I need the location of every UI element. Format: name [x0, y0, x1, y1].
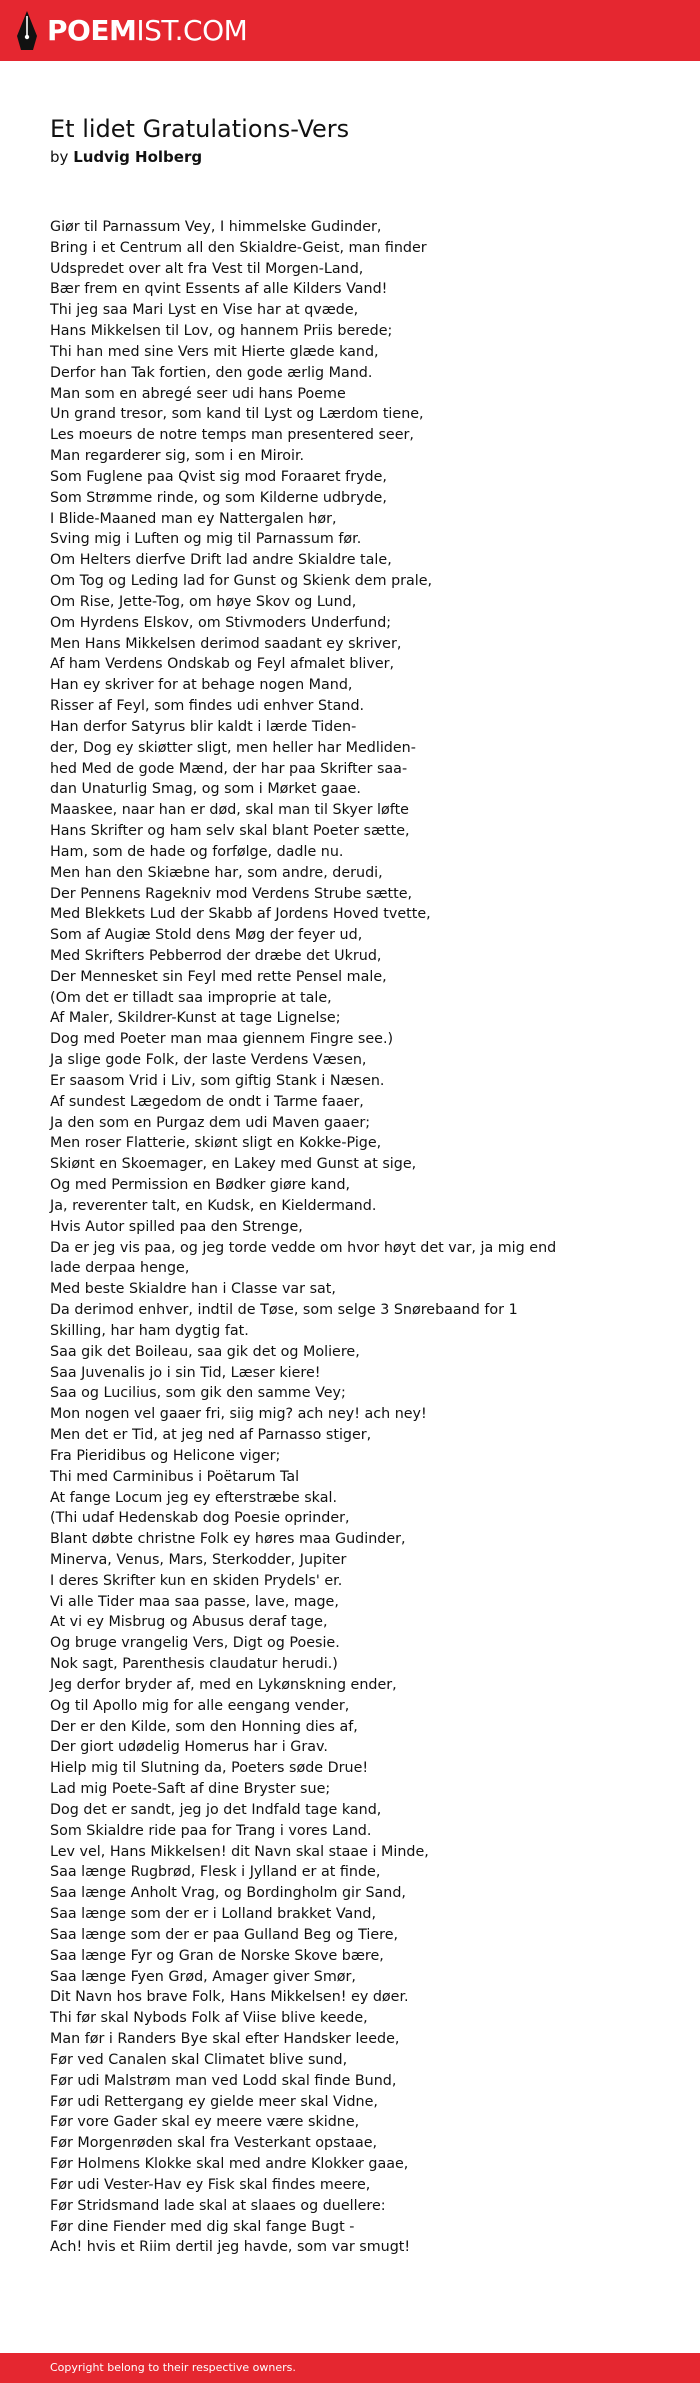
poem-line: Dit Navn hos brave Folk, Hans Mikkelsen! ey døer.	[50, 1989, 409, 2006]
poem-line: Man som en abregé seer udi hans Poeme	[50, 385, 346, 402]
poem-line: Hans Mikkelsen til Lov, og hannem Priis berede;	[50, 323, 393, 340]
poem-line: Og bruge vrangelig Vers, Digt og Poesie.	[50, 1635, 340, 1652]
poem-line: Der giort udødelig Homerus har i Grav.	[50, 1739, 328, 1756]
poem-byline	[50, 145, 202, 169]
poem-line: Minerva, Venus, Mars, Sterkodder, Jupiter	[50, 1552, 347, 1568]
author-link[interactable]: Ludvig Holberg	[73, 148, 203, 166]
poem-line: Thi med Carminibus i Poëtarum Tal	[50, 1468, 300, 1485]
poem-line: Nok sagt, Parenthesis claudatur herudi.)	[50, 1656, 338, 1673]
poem-line: Af sundest Lægedom de ondt i Tarme faaer,	[50, 1093, 364, 1110]
poem-line: Om Rise, Jette-Tog, om høye Skov og Lund,	[50, 593, 357, 610]
poem-line: Før udi Rettergang ey gielde meer skal Vidne,	[50, 2093, 378, 2110]
poem-line: Med Blekkets Lud der Skabb af Jordens Hoved tvette,	[50, 906, 431, 923]
poem-line: Som Strømme rinde, og som Kilderne udbryde,	[50, 489, 387, 506]
poem-line: Sving mig i Luften og mig til Parnassum før.	[50, 531, 362, 548]
poem-line: Man før i Randers Bye skal efter Handsker leede,	[50, 2031, 400, 2048]
poem-line: Der Mennesket sin Feyl med rette Pensel male,	[50, 968, 387, 985]
poem-line: Dog med Poeter man maa giennem Fingre see.)	[50, 1031, 394, 1048]
poem-line: Om Tog og Leding lad for Gunst og Skienk dem prale,	[50, 573, 433, 590]
poem-line: Med Skrifters Pebberrod der dræbe det Ukrud,	[50, 947, 382, 964]
poem-line: Saa og Lucilius, som gik den samme Vey;	[50, 1385, 346, 1402]
poem-line: Før vore Gader skal ey meere være skidne,	[50, 2114, 360, 2131]
poem-line: Udspredet over alt fra Vest til Morgen-Land,	[50, 260, 364, 277]
poem-line: Les moeurs de notre temps man presentered seer,	[50, 427, 414, 444]
poem-line: (Om det er tilladt saa improprie at tale,	[50, 989, 332, 1006]
poem-line: Thi han med sine Vers mit Hierte glæde kand,	[50, 343, 379, 360]
poem-line: Før udi Malstrøm man ved Lodd skal finde Bund,	[50, 2072, 397, 2089]
poem-line: Saa længe Fyen Grød, Amager giver Smør,	[50, 1968, 356, 1985]
byline-prefix: by	[50, 148, 69, 166]
poem-line: Hvis Autor spilled paa den Strenge,	[50, 1218, 303, 1235]
poem-line: Vi alle Tider maa saa passe, lave, mage,	[50, 1593, 339, 1610]
poem-line: Maaskee, naar han er død, skal man til Skyer løfte	[50, 802, 409, 819]
poem-line: Han ey skriver for at behage nogen Mand,	[50, 677, 353, 694]
site-logo[interactable]	[16, 10, 247, 52]
poem-line: Saa længe som der er i Lolland brakket Vand,	[50, 1906, 376, 1923]
poem-line: At vi ey Misbrug og Abusus deraf tage,	[50, 1614, 328, 1631]
poem-line: Men det er Tid, at jeg ned af Parnasso stiger,	[50, 1427, 372, 1444]
poem-line: Ja den som en Purgaz dem udi Maven gaaer;	[50, 1114, 371, 1131]
poem-line: Risser af Feyl, som findes udi enhver Stand.	[50, 698, 365, 715]
poem-line: Før dine Fiender med dig skal fange Bugt -	[50, 2218, 355, 2235]
poem-line: Om Hyrdens Elskov, om Stivmoders Underfund;	[50, 614, 392, 631]
poem-line: Der er den Kilde, som den Honning dies af,	[50, 1718, 358, 1735]
poem-line: Saa gik det Boileau, saa gik det og Moliere,	[50, 1343, 360, 1360]
poem-line: Skiønt en Skoemager, en Lakey med Gunst at sige,	[50, 1156, 417, 1173]
poem-line: Hans Skrifter og ham selv skal blant Poeter sætte,	[50, 823, 410, 840]
poem-line: Man regarderer sig, som i en Miroir.	[50, 448, 305, 465]
poem-line: hed Med de gode Mænd, der har paa Skrifter saa-	[50, 760, 408, 777]
poem-line: Men roser Flatterie, skiønt sligt en Kokke-Pige,	[50, 1135, 382, 1152]
poem-line: Saa længe Anholt Vrag, og Bordingholm gir Sand,	[50, 1885, 406, 1902]
poem-line: Saa længe som der er paa Gulland Beg og Tiere,	[50, 1926, 399, 1943]
poem-line: Om Helters dierfve Drift lad andre Skialdre tale,	[50, 552, 392, 569]
poem-line: Giør til Parnassum Vey, I himmelske Gudinder,	[50, 219, 382, 235]
poem-line: I deres Skrifter kun en skiden Prydels' er.	[50, 1572, 343, 1589]
poem-line: Som Fuglene paa Qvist sig mod Foraaret fryde,	[50, 468, 387, 485]
poem-line: Før Stridsmand lade skal at slaaes og duellere:	[50, 2197, 386, 2214]
poem-line: Saa længe Rugbrød, Flesk i Jylland er at finde,	[50, 1864, 381, 1881]
poem-line: Saa længe Fyr og Gran de Norske Skove bære,	[50, 1947, 384, 1964]
poem-line: Som af Augiæ Stold dens Møg der feyer ud,	[50, 927, 363, 944]
site-header	[0, 0, 700, 61]
poem-line: Før Morgenrøden skal fra Vesterkant opstaae,	[50, 2135, 378, 2152]
poem-line: der, Dog ey skiøtter sligt, men heller har Medliden-	[50, 739, 416, 756]
poem-line: Un grand tresor, som kand til Lyst og Lærdom tiene,	[50, 406, 424, 423]
poem-line: Bring i et Centrum all den Skialdre-Geist, man finder	[50, 239, 427, 256]
poem-line: Bær frem en qvint Essents af alle Kilders Vand!	[50, 281, 388, 298]
poem-line: Ham, som de hade og forfølge, dadle nu.	[50, 843, 344, 860]
poem-line: Jeg derfor bryder af, med en Lykønskning ender,	[50, 1676, 397, 1693]
poem-line: Som Skialdre ride paa for Trang i vores Land.	[50, 1822, 372, 1839]
poem-line: Af Maler, Skildrer-Kunst at tage Lignelse;	[50, 1010, 341, 1027]
poem-line: Lev vel, Hans Mikkelsen! dit Navn skal staae i Minde,	[50, 1843, 429, 1860]
poem-body	[50, 217, 570, 2258]
logo-wordmark	[47, 10, 247, 52]
poem-line: At fange Locum jeg ey efterstræbe skal.	[50, 1489, 337, 1506]
poem-line: Før udi Vester-Hav ey Fisk skal findes meere,	[50, 2176, 371, 2193]
poem-line: Men Hans Mikkelsen derimod saadant ey skriver,	[50, 635, 402, 652]
poem-line: Hielp mig til Slutning da, Poeters søde Drue!	[50, 1760, 369, 1777]
poem-line: Lad mig Poete-Saft af dine Bryster sue;	[50, 1781, 331, 1798]
poem-line: (Thi udaf Hedenskab dog Poesie oprinder,	[50, 1510, 350, 1527]
poem-line: Da er jeg vis paa, og jeg torde vedde om hvor høyt det var, ja mig end lade derpaa henge,	[50, 1239, 557, 1277]
site-footer	[0, 2353, 700, 2383]
poem-line: Er saasom Vrid i Liv, som giftig Stank i Næsen.	[50, 1072, 385, 1089]
poem-line: Før Holmens Klokke skal med andre Klokker gaae,	[50, 2156, 409, 2173]
poem-line: Men han den Skiæbne har, som andre, derudi,	[50, 864, 383, 881]
poem-line: Og til Apollo mig for alle eengang vender,	[50, 1697, 350, 1714]
poem-line: Dog det er sandt, jeg jo det Indfald tage kand,	[50, 1801, 382, 1818]
poem-line: Han derfor Satyrus blir kaldt i lærde Tiden-	[50, 718, 357, 735]
poem-line: Saa Juvenalis jo i sin Tid, Læser kiere!	[50, 1364, 321, 1381]
copyright-notice: Copyright belong to their respective owners.	[50, 2361, 296, 2374]
poem-line: Ja slige gode Folk, der laste Verdens Væsen,	[50, 1052, 367, 1069]
poem-line: Thi før skal Nybods Folk af Viise blive keede,	[50, 2010, 368, 2027]
logo-wordmark-bold: POEM	[47, 14, 137, 47]
poem-line: Af ham Verdens Ondskab og Feyl afmalet bliver,	[50, 656, 395, 673]
poem-title: Et lidet Gratulations-Vers	[50, 115, 350, 143]
poem-line: Ach! hvis et Riim dertil jeg havde, som var smugt!	[50, 2239, 411, 2256]
poem-line: Og med Permission en Bødker giøre kand,	[50, 1177, 351, 1194]
pen-nib-icon	[16, 10, 38, 52]
poem-line: I Blide-Maaned man ey Nattergalen hør,	[50, 510, 337, 527]
poem-line: Ja, reverenter talt, en Kudsk, en Kieldermand.	[50, 1197, 377, 1214]
poem-line: Der Pennens Ragekniv mod Verdens Strube sætte,	[50, 885, 413, 902]
poem-line: Thi jeg saa Mari Lyst en Vise har at qvæde,	[50, 302, 359, 319]
poem-line: Før ved Canalen skal Climatet blive sund,	[50, 2051, 348, 2068]
poem-line: Derfor han Tak fortien, den gode ærlig Mand.	[50, 364, 373, 381]
poem-line: Fra Pieridibus og Helicone viger;	[50, 1447, 281, 1464]
poem-line: Mon nogen vel gaaer fri, siig mig? ach ney! ach ney!	[50, 1406, 427, 1423]
logo-wordmark-light: IST.COM	[136, 14, 248, 47]
poem-line: Da derimod enhver, indtil de Tøse, som selge 3 Snørebaand for 1 Skilling, har ham dygtig fat.	[50, 1302, 518, 1339]
poem-line: dan Unaturlig Smag, og som i Mørket gaae.	[50, 781, 361, 798]
poem-line: Blant døbte christne Folk ey høres maa Gudinder,	[50, 1531, 406, 1548]
poem-line: Med beste Skialdre han i Classe var sat,	[50, 1281, 336, 1298]
